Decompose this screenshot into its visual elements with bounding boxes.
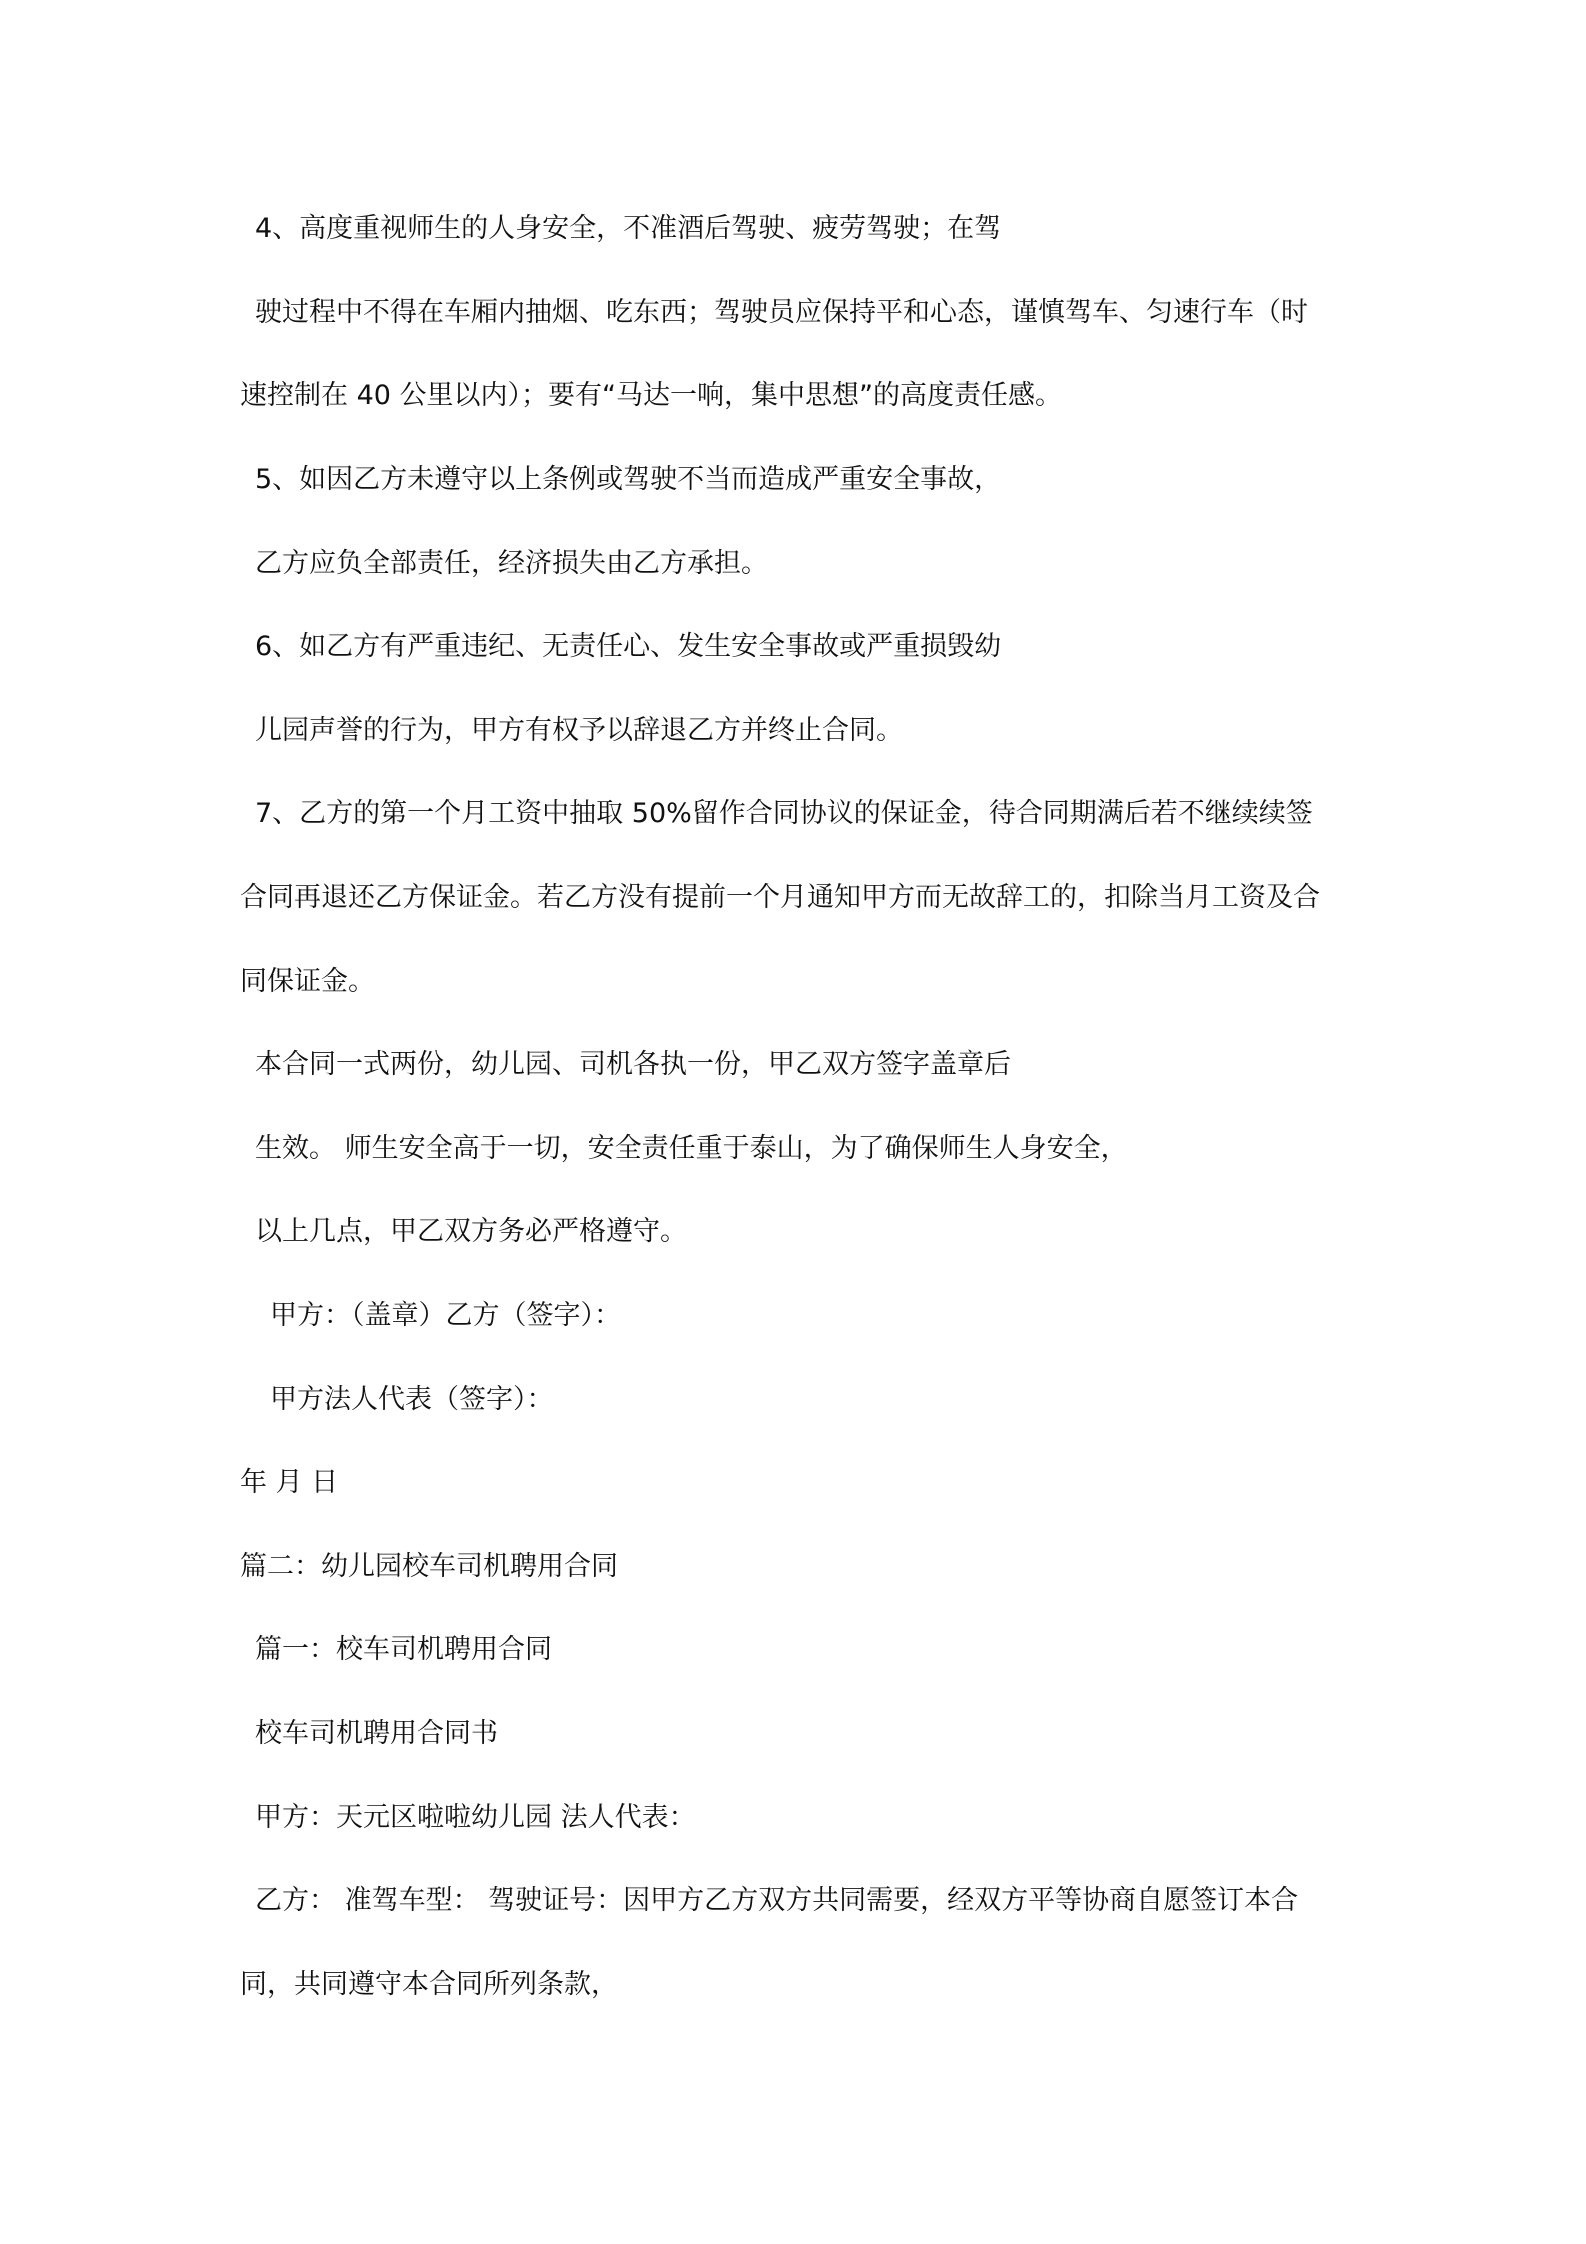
subsection-heading: 篇一：校车司机聘用合同 (255, 1634, 552, 1665)
paragraph-line: 驶过程中不得在车厢内抽烟、吃东西；驾驶员应保持平和心态，谨慎驾车、匀速行车（时 (255, 297, 1308, 328)
paragraph-line: 7、乙方的第一个月工资中抽取 50%留作合同协议的保证金，待合同期满后若不继续续签 (255, 798, 1313, 829)
paragraph-line: 6、如乙方有严重违纪、无责任心、发生安全事故或严重损毁幼 (255, 631, 1002, 662)
paragraph-line: 乙方应负全部责任，经济损失由乙方承担。 (255, 548, 768, 579)
signature-line-party-a-b: 甲方：（盖章）乙方（签字）： (270, 1300, 621, 1331)
party-b-line: 乙方： 准驾车型： 驾驶证号：因甲方乙方双方共同需要，经双方平等协商自愿签订本合 (255, 1885, 1299, 1916)
paragraph-line: 4、高度重视师生的人身安全，不准酒后驾驶、疲劳驾驶；在驾 (255, 213, 1002, 244)
paragraph-line: 儿园声誉的行为，甲方有权予以辞退乙方并终止合同。 (255, 715, 903, 746)
paragraph-line: 5、如因乙方未遵守以上条例或驾驶不当而造成严重安全事故， (255, 464, 1002, 495)
paragraph-line: 同保证金。 (240, 966, 375, 997)
paragraph-line: 生效。 师生安全高于一切，安全责任重于泰山，为了确保师生人身安全， (255, 1133, 1128, 1164)
paragraph-line: 以上几点，甲乙双方务必严格遵守。 (255, 1216, 687, 1247)
paragraph-line: 本合同一式两份，幼儿园、司机各执一份，甲乙双方签字盖章后 (255, 1049, 1011, 1080)
date-line: 年 月 日 (240, 1467, 339, 1498)
contract-title: 校车司机聘用合同书 (255, 1718, 498, 1749)
paragraph-line: 合同再退还乙方保证金。若乙方没有提前一个月通知甲方而无故辞工的，扣除当月工资及合 (240, 882, 1320, 913)
section-heading: 篇二：幼儿园校车司机聘用合同 (240, 1551, 618, 1582)
party-a-line: 甲方：天元区啦啦幼儿园 法人代表： (255, 1802, 696, 1833)
signature-line-legal-rep: 甲方法人代表（签字）： (270, 1384, 554, 1415)
paragraph-line: 速控制在 40 公里以内）；要有“马达一响，集中思想”的高度责任感。 (240, 380, 1062, 411)
paragraph-line: 同，共同遵守本合同所列条款， (240, 1969, 618, 2000)
